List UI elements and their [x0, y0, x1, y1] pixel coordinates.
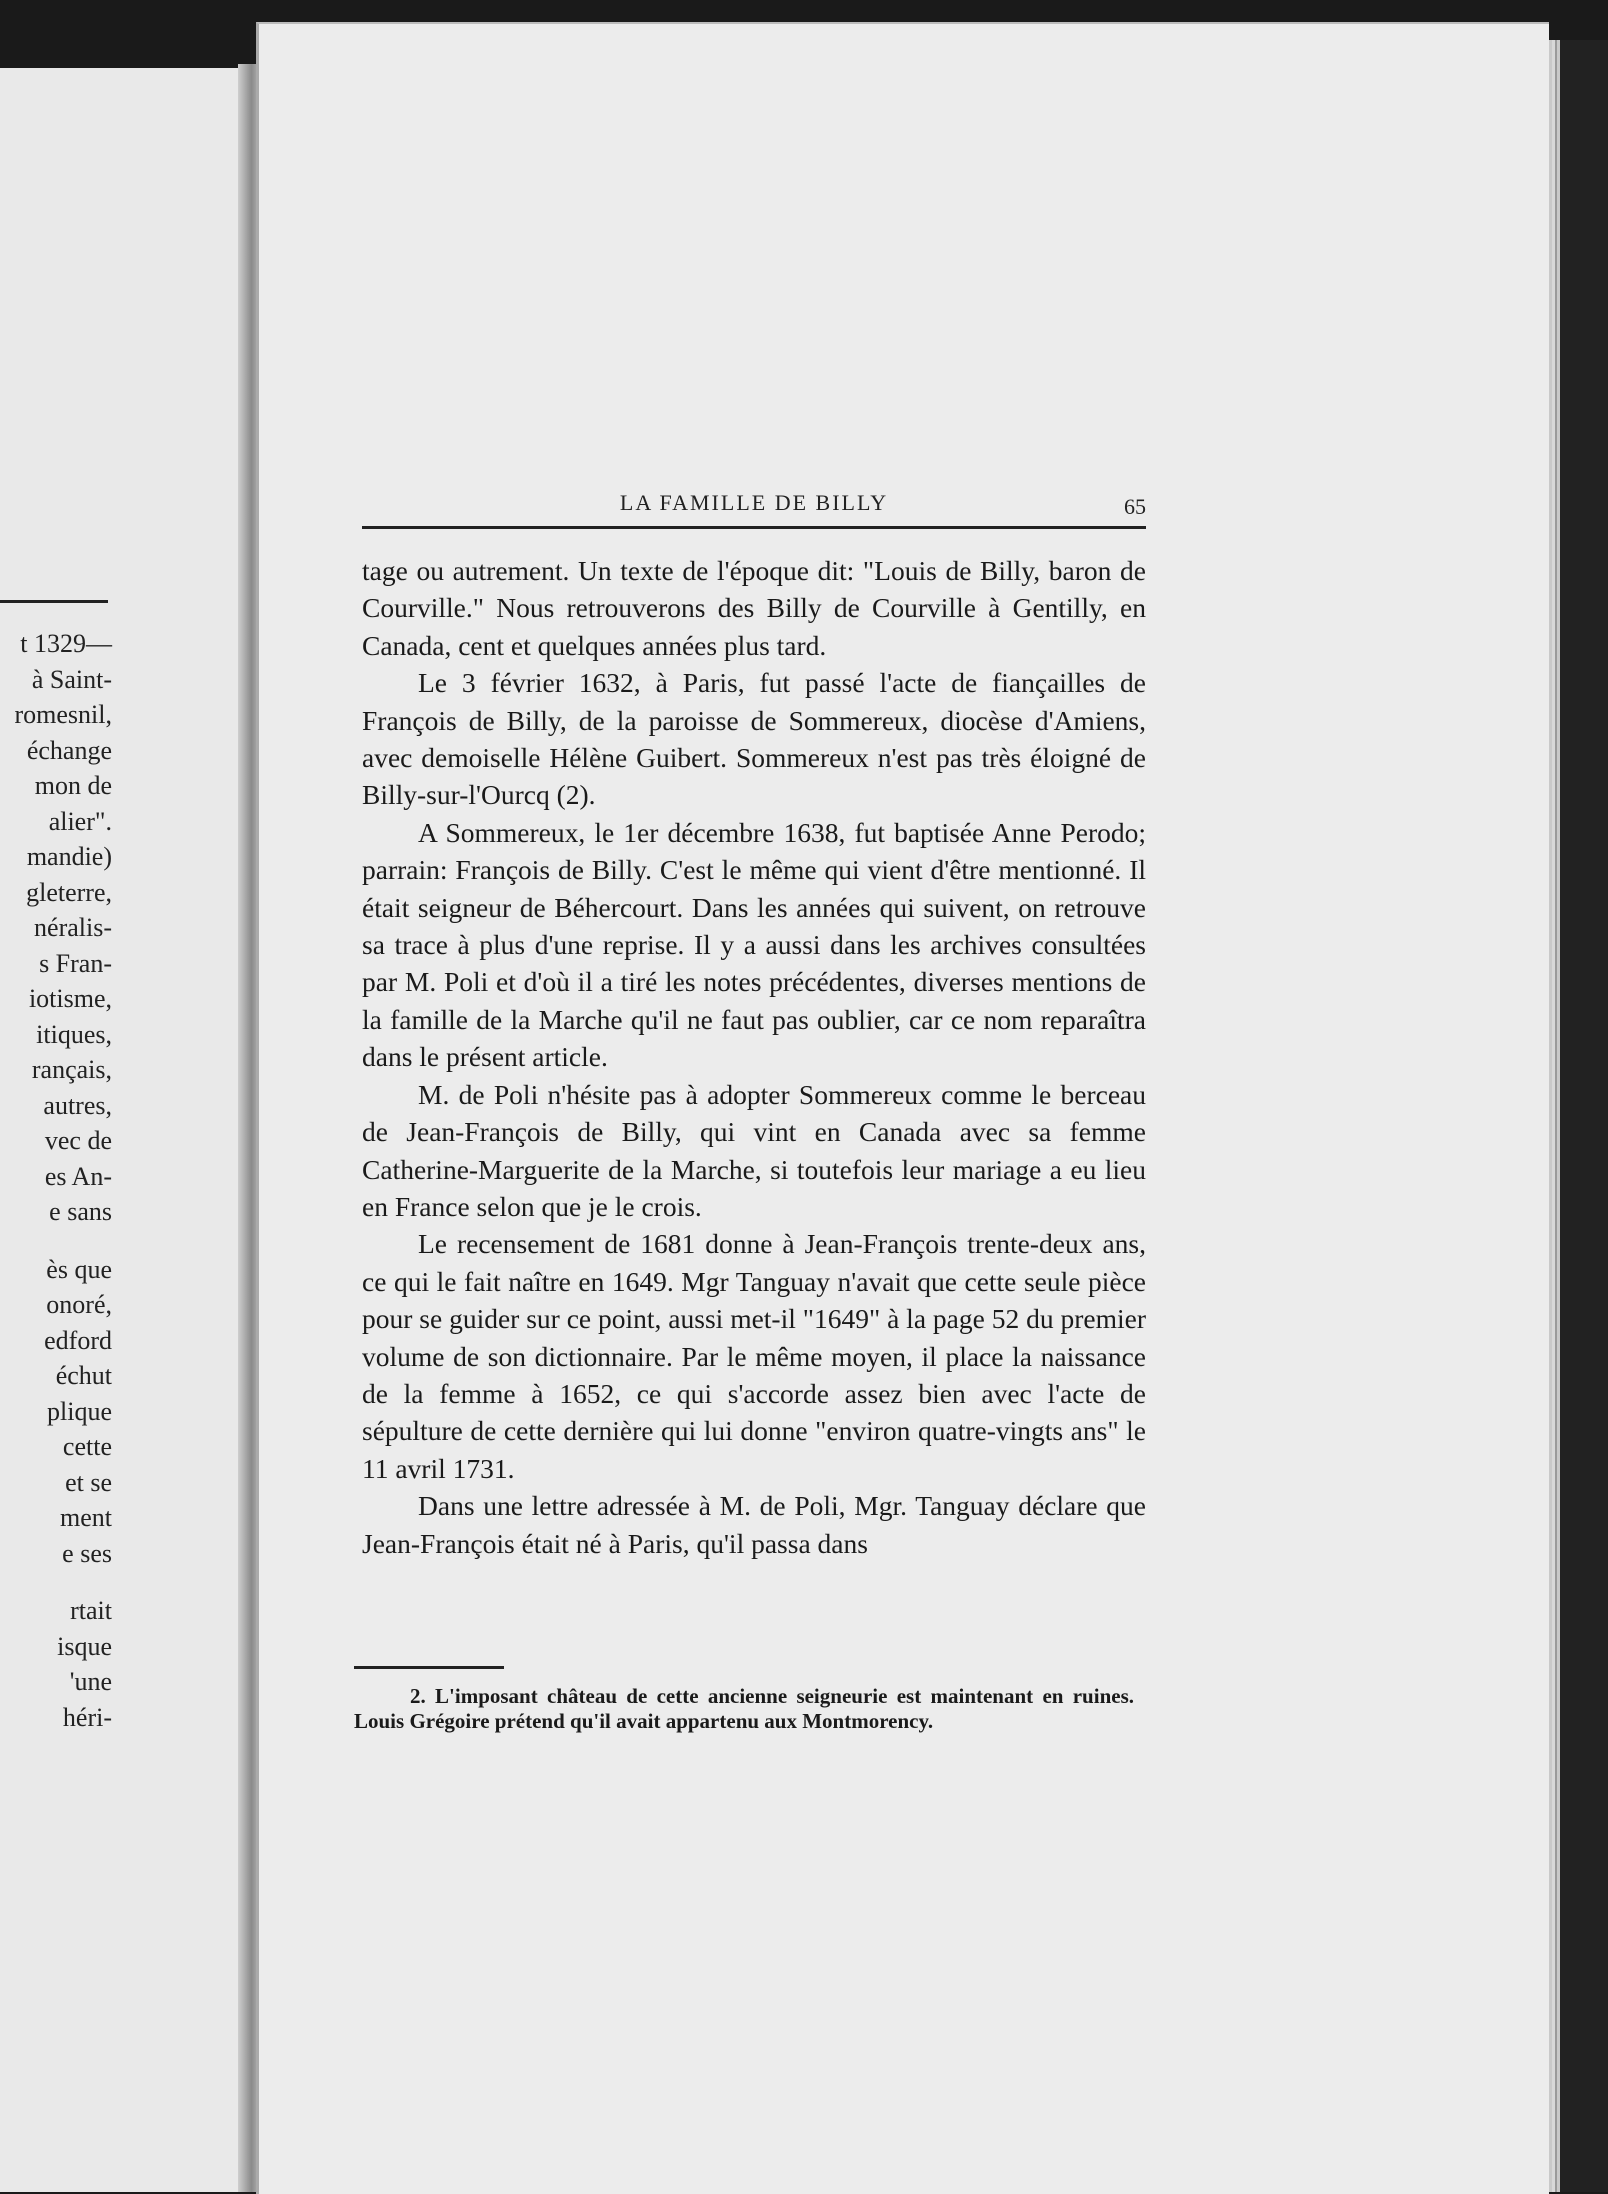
running-header [362, 488, 1146, 528]
left-line: échange [26, 735, 112, 765]
left-line: alier". [48, 806, 112, 836]
facing-left-page [0, 68, 264, 2192]
left-line: ès que [46, 1254, 112, 1284]
left-line: plique [47, 1396, 112, 1426]
header-rule [362, 526, 1146, 529]
left-line: edford [44, 1325, 112, 1355]
left-line: s Fran- [39, 948, 112, 978]
left-line: et se [65, 1467, 112, 1497]
body-text [362, 552, 1146, 1562]
left-line: héri- [62, 1702, 112, 1732]
left-page-header-rule [0, 600, 108, 603]
left-line: autres, [43, 1090, 112, 1120]
left-line: échut [55, 1361, 112, 1390]
left-line: vec de [44, 1126, 112, 1155]
paragraph: Le recensement de 1681 donne à Jean-François trente-deux ans, ce qui le fait naître en 1649. Mgr Tanguay n'avait que cette seule pièce pour se guider sur ce point, aussi met-il "1649" à la page 52 du premier volume de son dictionnaire. Par le même moyen, il place la naissance de la femme à 1652, ce qui s'accorde assez bien avec l'acte de sépulture de cette dernière qui lui donne "environ quatre-vingts ans" le 11 avril 1731. [362, 1228, 1146, 1484]
paragraph: Le 3 février 1632, à Paris, fut passé l'acte de fiançailles de François de Billy, de la paroisse de Sommereux, diocèse d'Amiens, avec demoiselle Hélène Guibert. Sommereux n'est pas très éloigné de Billy-sur-l'Ourcq (2). [362, 667, 1146, 811]
paragraph: M. de Poli n'hésite pas à adopter Sommereux comme le berceau de Jean-François de Billy, qui vint en Canada avec sa femme Catherine-Marguerite de la Marche, si toutefois leur mariage a eu lieu en France selon que je le crois. [362, 1078, 1146, 1222]
left-line: isque [57, 1631, 112, 1661]
left-line: gleterre, [26, 877, 112, 907]
left-line: rtait [70, 1596, 112, 1625]
left-line: cette [62, 1432, 112, 1461]
left-line: es An- [44, 1161, 112, 1191]
background-edge [1560, 40, 1608, 2192]
left-line: à Saint- [31, 664, 112, 694]
paragraph: Dans une lettre adressée à M. de Poli, Mgr. Tanguay déclare que Jean-François était né à Paris, qu'il passa dans [362, 1490, 1146, 1559]
left-line: néralis- [34, 913, 112, 942]
page-number: 65 [1124, 494, 1146, 519]
left-line: mon de [34, 771, 112, 800]
left-line: rançais, [31, 1055, 112, 1084]
running-title: LA FAMILLE DE BILLY [619, 490, 889, 515]
left-line: ment [60, 1503, 112, 1532]
left-line: iotisme, [28, 984, 112, 1013]
left-line: t 1329— [20, 629, 112, 658]
left-line: mandie) [26, 842, 112, 871]
left-line: e ses [62, 1538, 112, 1568]
paragraph: tage ou autrement. Un texte de l'époque dit: "Louis de Billy, baron de Courville." Nous retrouverons des Billy de Courville à Gentilly, en Canada, cent et quelques années plus tard. [362, 555, 1146, 661]
footnote-rule [354, 1666, 504, 1669]
left-line: romesnil, [14, 700, 112, 729]
left-line: 'une [69, 1667, 112, 1696]
footnote: 2. L'imposant château de cette ancienne seigneurie est maintenant en ruines. Louis Grégoire prétend qu'il avait appartenu aux Montmorency. [354, 1684, 1134, 1733]
left-line: e sans [49, 1197, 112, 1226]
left-page-text-fragments [0, 626, 112, 1735]
left-line: itiques, [36, 1019, 112, 1049]
left-line: onoré, [46, 1290, 112, 1319]
paragraph: A Sommereux, le 1er décembre 1638, fut baptisée Anne Perodo; parrain: François de Billy. C'est le même qui vient d'être mentionné. Il était seigneur de Béhercourt. Dans les années qui suivent, on retrouve sa trace à plus d'une reprise. Il y a aussi dans les archives consultées par M. Poli et d'où il a tiré les notes précédentes, diverses mentions de la famille de la Marche qu'il ne faut pas oublier, car ce nom reparaîtra dans le présent article. [362, 816, 1146, 1073]
